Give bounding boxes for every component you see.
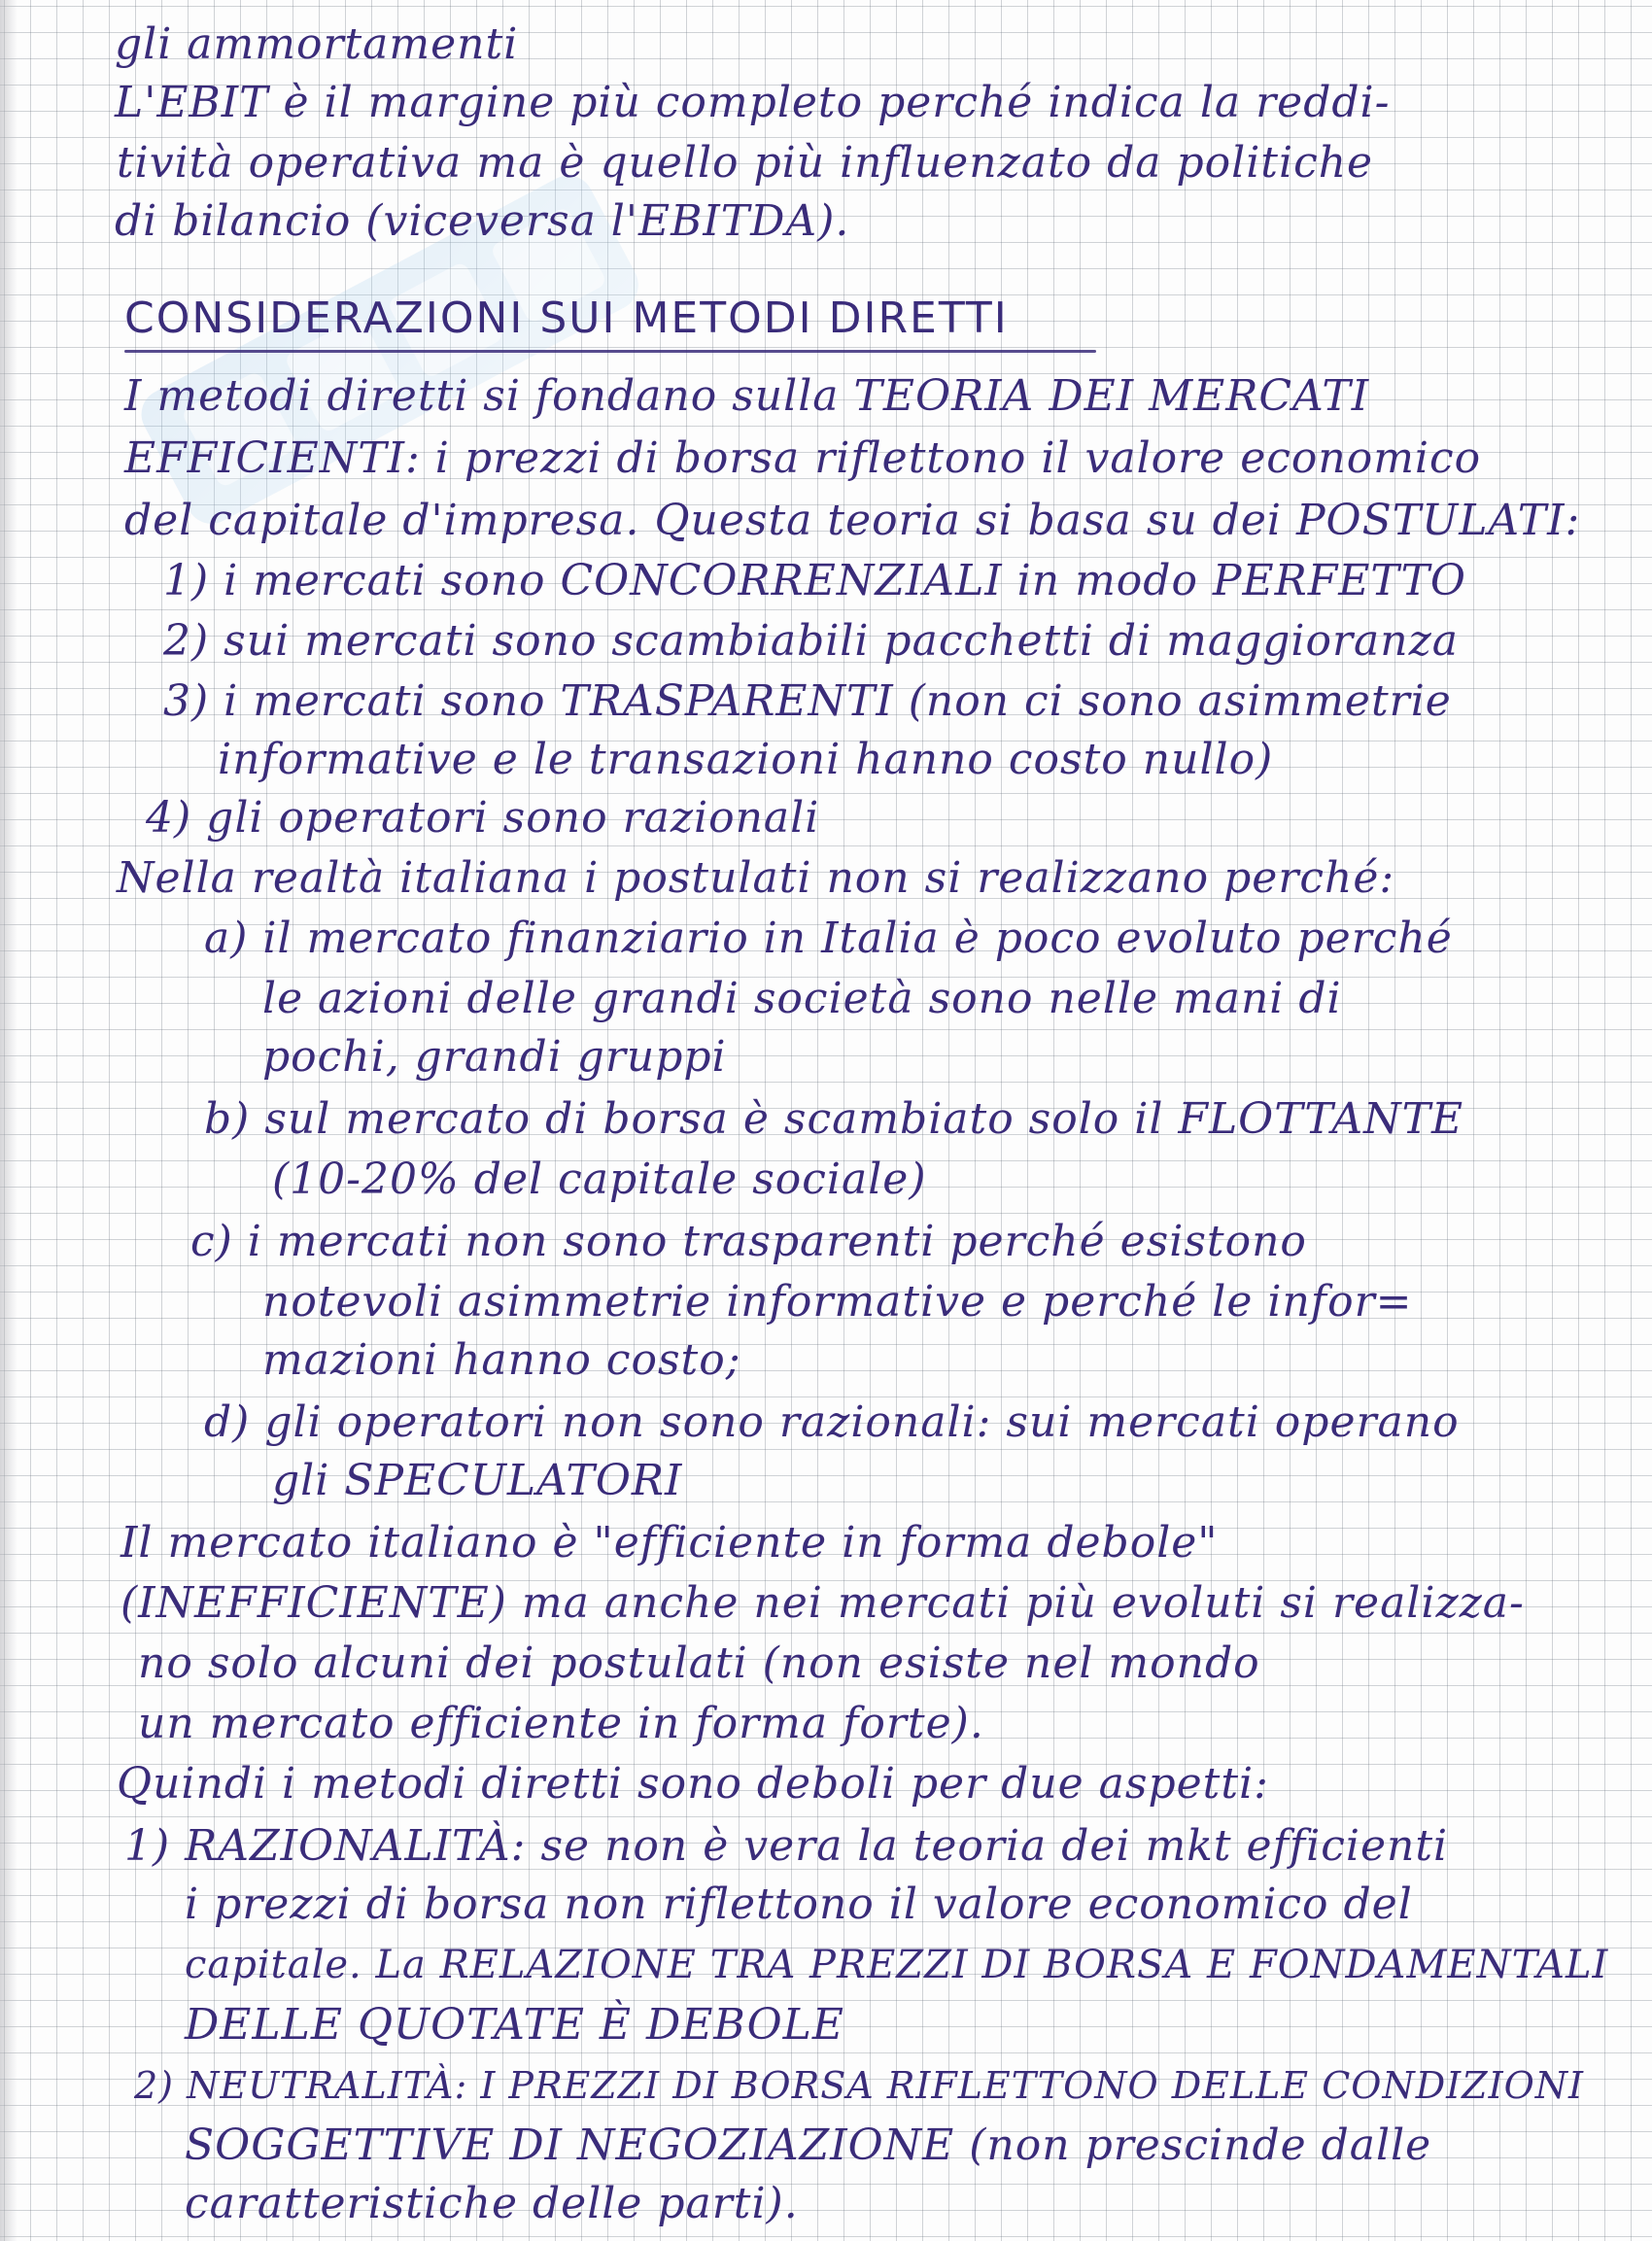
list-item: b) sul mercato di borsa è scambiato solo il FLOTTANTE: [204, 1094, 1464, 1144]
postulate-item: 3) i mercati sono TRASPARENTI (non ci sono asimmetrie: [163, 676, 1452, 726]
note-line: pochi, grandi gruppi: [262, 1032, 727, 1082]
note-line: le azioni delle grandi società sono nelle mani di: [262, 974, 1342, 1023]
note-line: mazioni hanno costo;: [262, 1335, 741, 1385]
note-line: I metodi diretti si fondano sulla TEORIA DEI MERCATI: [124, 371, 1370, 421]
postulate-item: 4) gli operatori sono razionali: [146, 793, 820, 843]
note-line: no solo alcuni dei postulati (non esiste nel mondo: [138, 1638, 1260, 1688]
note-line: di bilancio (viceversa l'EBITDA).: [115, 196, 850, 246]
note-line: un mercato efficiente in forma forte).: [138, 1699, 984, 1748]
postulate-item: 1) i mercati sono CONCORRENZIALI in modo PERFETTO: [163, 556, 1467, 605]
aspect-item: 2) NEUTRALITÀ: I PREZZI DI BORSA RIFLETTONO DELLE CONDIZIONI: [134, 2064, 1585, 2107]
note-line: caratteristiche delle parti).: [185, 2179, 799, 2228]
section-heading: CONSIDERAZIONI SUI METODI DIRETTI: [124, 293, 1009, 343]
note-line: L'EBIT è il margine più completo perché indica la reddi-: [115, 78, 1391, 127]
note-line: DELLE QUOTATE È DEBOLE: [185, 2000, 844, 2050]
list-item: c) i mercati non sono trasparenti perché esistono: [190, 1217, 1307, 1266]
aspect-item: 1) RAZIONALITÀ: se non è vera la teoria dei mkt efficienti: [124, 1821, 1449, 1871]
note-line: Il mercato italiano è "efficiente in forma debole": [120, 1518, 1219, 1568]
note-line: Nella realtà italiana i postulati non si realizzano perché:: [117, 853, 1395, 903]
heading-underline: [124, 350, 1096, 353]
note-line: gli SPECULATORI: [272, 1456, 683, 1505]
note-line: Quindi i metodi diretti sono deboli per due aspetti:: [117, 1759, 1269, 1809]
note-line: SOGGETTIVE DI NEGOZIAZIONE (non prescinde dalle: [185, 2120, 1432, 2170]
note-line: tività operativa ma è quello più influenzato da politiche: [117, 138, 1374, 188]
note-line: i prezzi di borsa non riflettono il valore economico del: [185, 1879, 1413, 1929]
note-line: notevoli asimmetrie informative e perché le infor=: [262, 1277, 1413, 1327]
note-line: del capitale d'impresa. Questa teoria si basa su dei POSTULATI:: [124, 496, 1581, 545]
list-item: d) gli operatori non sono razionali: sui mercati operano: [204, 1397, 1460, 1447]
note-line: EFFICIENTI: i prezzi di borsa riflettono il valore economico: [124, 433, 1482, 483]
note-line: gli ammortamenti: [115, 19, 519, 69]
list-item: a) il mercato finanziario in Italia è poco evoluto perché: [204, 914, 1453, 963]
note-line: informative e le transazioni hanno costo nullo): [218, 735, 1274, 784]
note-line: capitale. La RELAZIONE TRA PREZZI DI BORSA E FONDAMENTALI: [185, 1943, 1609, 1987]
note-line: (10-20% del capitale sociale): [272, 1155, 927, 1204]
postulate-item: 2) sui mercati sono scambiabili pacchetti di maggioranza: [163, 616, 1460, 666]
note-line: (INEFFICIENTE) ma anche nei mercati più evoluti si realizza-: [120, 1578, 1525, 1628]
